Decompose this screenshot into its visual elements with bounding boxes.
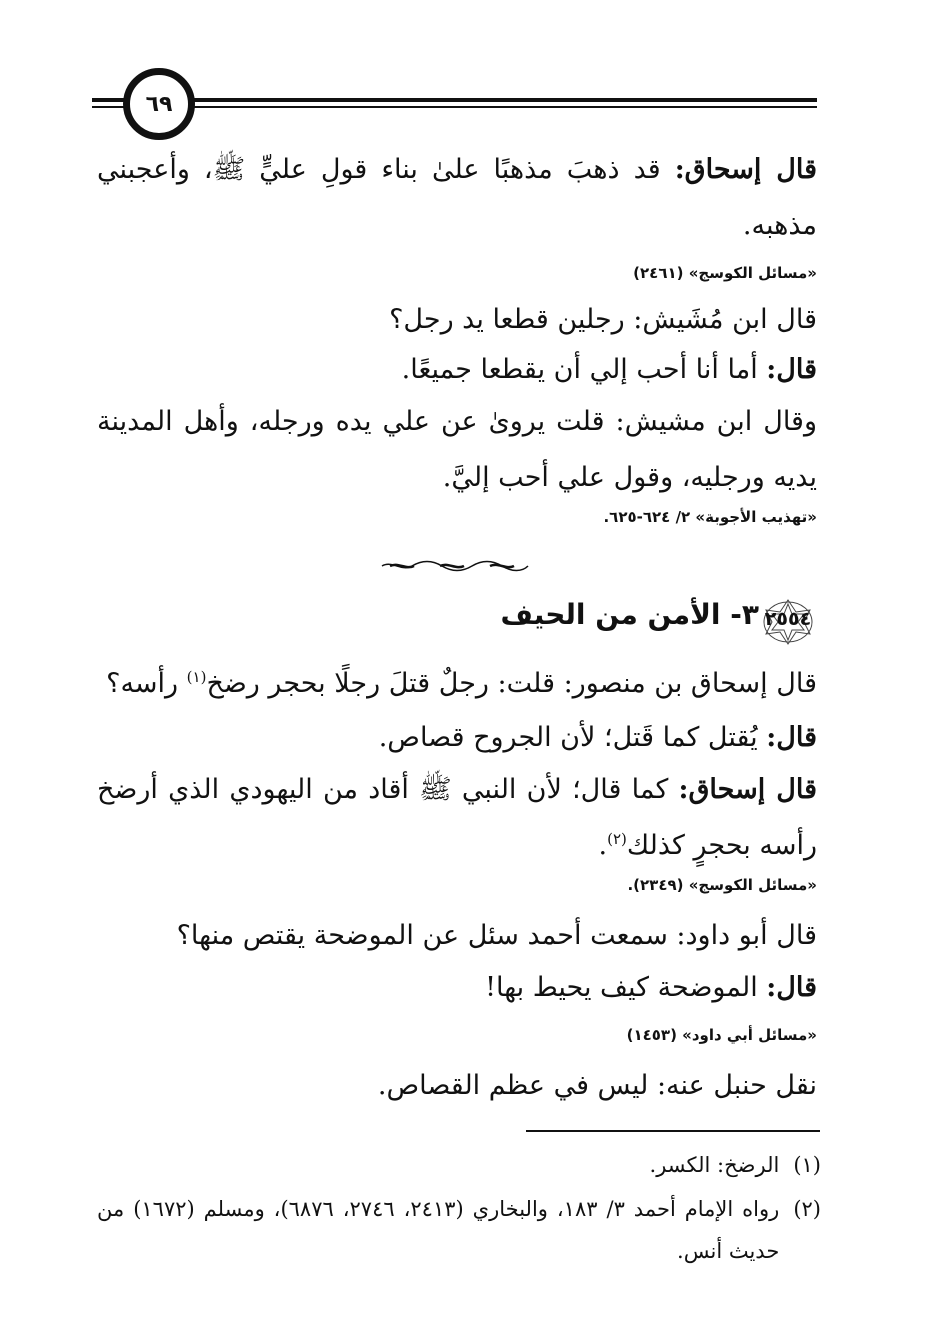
paragraph-text: رأسه؟: [106, 668, 187, 699]
ornament-divider: [380, 560, 530, 572]
paragraph-end: .: [598, 830, 608, 861]
header-rule-thick: [92, 98, 817, 102]
paragraph-hanbal: نقل حنبل عنه: ليس في عظم القصاص.: [377, 1070, 817, 1101]
source-citation: «مسائل الكوسج» (٢٤٦١): [633, 264, 817, 282]
footnote-number: (١): [793, 1153, 821, 1177]
source-citation: «مسائل الكوسج» (٢٣٤٩).: [627, 876, 817, 894]
footnote-text: الرضخ: الكسر.: [649, 1153, 780, 1177]
footnote-text: رواه الإمام أحمد ٣/ ١٨٣، والبخاري (٢٤١٣، ٢٧٤٦، ٦٨٧٦)، ومسلم (١٦٧٢) من حديث أنس.: [97, 1197, 780, 1263]
footnote-separator: [526, 1130, 820, 1132]
paragraph-answer: [97, 342, 817, 398]
paragraph-text: أما أنا أحب إلي أن يقطعا جميعًا.: [401, 354, 767, 385]
footnote-2: [97, 1188, 821, 1272]
paragraph-text: قال إسحاق بن منصور: قلت: رجلٌ قتلَ رجلًا بحجر رضخ: [206, 668, 817, 699]
footnote-marker[interactable]: (٢): [607, 830, 627, 848]
header-rule-thin: [92, 106, 817, 108]
footnote-marker[interactable]: (١): [186, 668, 207, 686]
footnote-number: (٢): [793, 1197, 821, 1221]
paragraph-ishaq-1: [97, 142, 817, 254]
paragraph-ibn-mushaysh-report: وقال ابن مشيش: قلت يرویٰ عن علي يده ورجله، وأهل المدينة يديه ورجليه، وقول علي أحب إليَّ.: [97, 406, 817, 493]
paragraph-answer: [97, 710, 817, 766]
paragraph-ibn-mushaysh-question: قال ابن مُشَيش: رجلين قطعا يد رجل؟: [389, 304, 817, 335]
footnote-1: [97, 1144, 821, 1186]
paragraph-answer: [97, 960, 817, 1016]
page-number: ٦٩: [145, 91, 173, 117]
speaker-label: قال:: [766, 354, 817, 385]
section-title: ٣- الأمن من الحيف: [500, 598, 759, 631]
section-number: ٢٥٥٤: [764, 608, 812, 630]
page-number-badge: [123, 68, 195, 140]
speaker-label: قال:: [766, 972, 817, 1003]
paragraph-ishaq-2: [97, 762, 817, 874]
source-citation: «تهذيب الأجوبة» ٢/ ٦٢٤-٦٢٥.: [603, 508, 817, 526]
paragraph-text: قد ذهبَ مذهبًا علىٰ بناء قولِ عليٍّ ﷺ، وأعجبني مذهبه.: [97, 154, 817, 241]
paragraph-text: يُقتل كما قَتل؛ لأن الجروح قصاص.: [378, 722, 767, 753]
speaker-label: قال:: [766, 722, 817, 753]
speaker-label: قال إسحاق:: [678, 774, 817, 805]
source-citation: «مسائل أبي داود» (١٤٥٣): [626, 1026, 817, 1044]
speaker-label: قال إسحاق:: [674, 154, 817, 185]
paragraph-ishaq-question: [97, 656, 817, 712]
paragraph-text: الموضحة كيف يحيط بها!: [485, 972, 767, 1003]
paragraph-text: كما قال؛ لأن النبي ﷺ أقاد من اليهودي الذي أرضخ رأسه بحجرٍ كذلك: [97, 774, 817, 861]
paragraph-abu-dawud-question: قال أبو داود: سمعت أحمد سئل عن الموضحة يقتص منها؟: [176, 920, 817, 951]
